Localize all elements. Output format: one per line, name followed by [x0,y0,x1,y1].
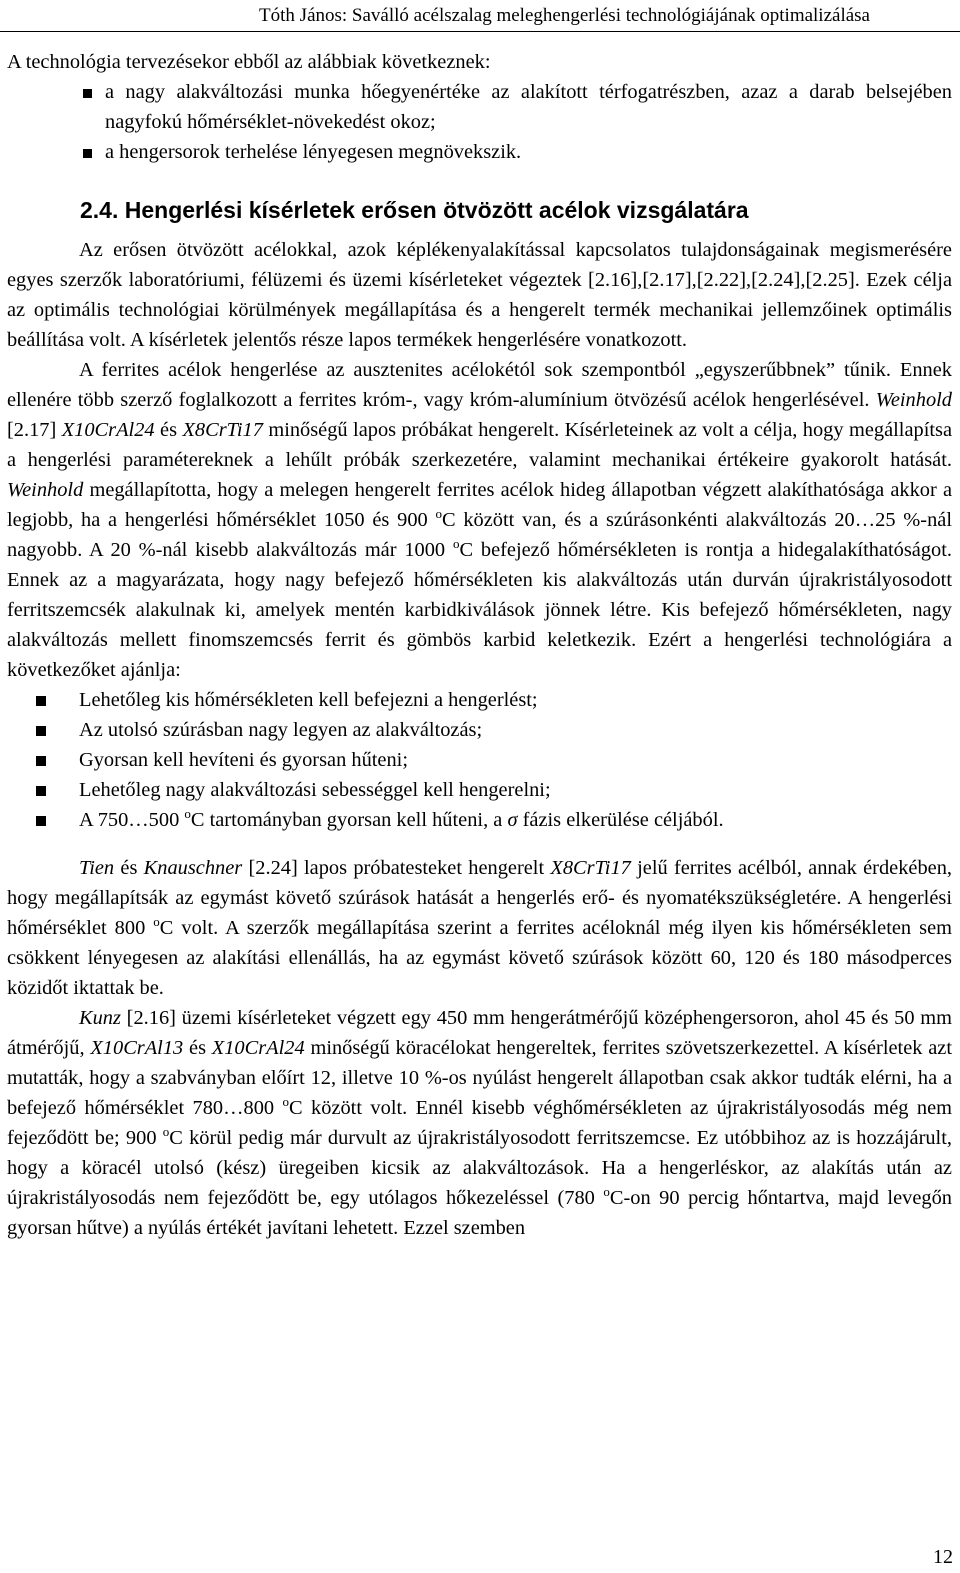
recommendation-list [7,685,952,835]
author-name: Tien [79,857,115,879]
page-body [7,47,952,1243]
page-header [0,0,960,32]
steel-grade: X8CrTi17 [182,419,263,441]
section-heading: 2.4. Hengerlési kísérletek erősen ötvözött acélok vizsgálatára [80,197,749,223]
sigma-symbol: σ [507,809,518,831]
author-name: Knauschner [143,857,243,879]
steel-grade: X8CrTi17 [550,857,631,879]
degree-sign: o [452,536,460,551]
author-name: Kunz [79,1007,121,1029]
recommendation-item: Lehetőleg nagy alakváltozási sebességgel kell hengerelni; [7,775,952,805]
recommendation-item: A 750…500 $^o$C tartományban gyorsan kell hűteni, a σ fázis elkerülése céljából. [7,805,952,835]
header-rule [0,31,960,32]
intro-bullet-item: a nagy alakváltozási munka hőegyenértéke az alakított térfogatrészben, azaz a darab belsejében nagyfokú hőmérséklet-növekedést okoz; [7,77,952,137]
spacer [7,835,952,853]
degree-sign: o [603,1184,610,1199]
page-number: 12 [933,1546,953,1568]
steel-grade: X10CrAl13 [90,1037,184,1059]
steel-grade: X10CrAl24 [211,1037,305,1059]
steel-grade: X10CrAl24 [61,419,155,441]
paragraph-2: A ferrites acélok hengerlése az ausztenites acélokétól sok szempontból „egyszerűbbnek” tűnik. Ennek ellenére több szerző foglalkozott a ferrites króm-, vagy króm-alumínium ötvözésű acélok hengerlésével. Weinhold [2.17] X10CrAl24 és X8CrTi17 minőségű lapos próbákat hengerelt. Kísérleteinek az volt a célja, hogy megállapítsa a hengerlési paramétereknek a lehűlt próbák szerkezetére, valamint mechanikai értékeire gyakorolt hatását. Weinhold megállapította, hogy a melegen hengerelt ferrites acélok hideg állapotban végzett alakíthatósága akkor a legjobb, ha a hengerlési hőmérséklet 1050 és 900 $^o$C között van, és a szúrásonkénti alakváltozás 20…25 %-nál nagyobb. A 20 %-nál kisebb alakváltozás már 1000 $^o$C befejező hőmérsékleten is rontja a hidegalakíthatóságot. Ennek az a magyarázata, hogy nagy befejező hőmérsékleten kis alakváltozás után durván újrakristályosodott ferritszemcsék alakulnak ki, amelyek mentén karbidkiválások jönnek létre. Kis befejező hőmérsékleten, nagy alakváltozás mellett finomszemcsés ferrit és gömbös karbid keletkezik. Ezért a hengerlési technológiára a következőket ajánlja: [7,359,953,681]
degree-sign: o [184,806,191,821]
intro-bullet-item: a hengersorok terhelése lényegesen megnövekszik. [7,137,952,167]
intro-text: A technológia tervezésekor ebből az alábbiak következnek: [7,51,491,73]
paragraph-3: Tien és Knauschner [2.24] lapos próbatesteket hengerelt X8CrTi17 jelű ferrites acélból, annak érdekében, hogy megállapítsák az egymást követő szúrások hatását a hengerlés erő- és nyomatékszükségletére. A hengerlési hőmérséklet 800 $^o$C volt. A szerzők megállapítása szerint a ferrites acéloknál még ilyen kis hőmérsékleten sem csökkent lényegesen az alakítási ellenállás, ha az egymást követő szúrások között 60, 120 és 180 másodperces közidőt iktattak be. [7,857,952,999]
degree-sign: o [435,506,442,521]
intro-bullet-list [7,77,952,167]
degree-sign: o [153,914,160,929]
paragraph-4: Kunz [2.16] üzemi kísérleteket végzett egy 450 mm hengerátmérőjű középhengersoron, ahol 45 és 50 mm átmérőjű, X10CrAl13 és X10CrAl24 minőségű köracélokat hengereltek, ferrites szövetszerkezettel. A kísérletek azt mutatták, hogy a szabványban előírt 12, illetve 10 %-os nyúlást hengerelt állapotban csak akkor tudták elérni, ha a befejező hőmérséklet 780…800 $^o$C között volt. Ennél kisebb véghőmérsékleten az újrakristályosodás még nem fejeződött be; 900 $^o$C körül pedig már durvult az újrakristályosodott ferritszemcse. Ez utóbbihoz az is hozzájárult, hogy a köracél utolsó (kész) üregeiben kicsik az alakváltozások. Ha a hengerléskor, az alakítás után az újrakristályosodás nem fejeződött be, egy utólagos hőkezeléssel (780 $^o$C-on 90 percig hőntartva, majd levegőn gyorsan hűtve) a nyúlás értékét javítani lehetett. Ezzel szemben [7,1007,952,1239]
paragraph-1: Az erősen ötvözött acélokkal, azok képlékenyalakítással kapcsolatos tulajdonságainak megismerésére egyes szerzők laboratóriumi, félüzemi és üzemi kísérleteket végeztek [2.16],[2.17],[2.22],[2.24],[2.25]. Ezek célja az optimális technológiai körülmények megállapítása és a hengerelt termék mechanikai jellemzőinek optimális beállítása volt. A kísérletek jelentős része lapos termékek hengerlésére vonatkozott. [7,239,952,351]
running-title: Tóth János: Saválló acélszalag meleghengerlési technológiájának optimalizálása [259,5,870,26]
recommendation-item: Lehetőleg kis hőmérsékleten kell befejezni a hengerlést; [7,685,952,715]
author-name: Weinhold [7,479,84,501]
recommendation-item: Gyorsan kell hevíteni és gyorsan hűteni; [7,745,952,775]
degree-sign: o [162,1124,170,1139]
recommendation-item: Az utolsó szúrásban nagy legyen az alakváltozás; [7,715,952,745]
degree-sign: o [282,1094,290,1109]
author-name: Weinhold [875,389,952,411]
